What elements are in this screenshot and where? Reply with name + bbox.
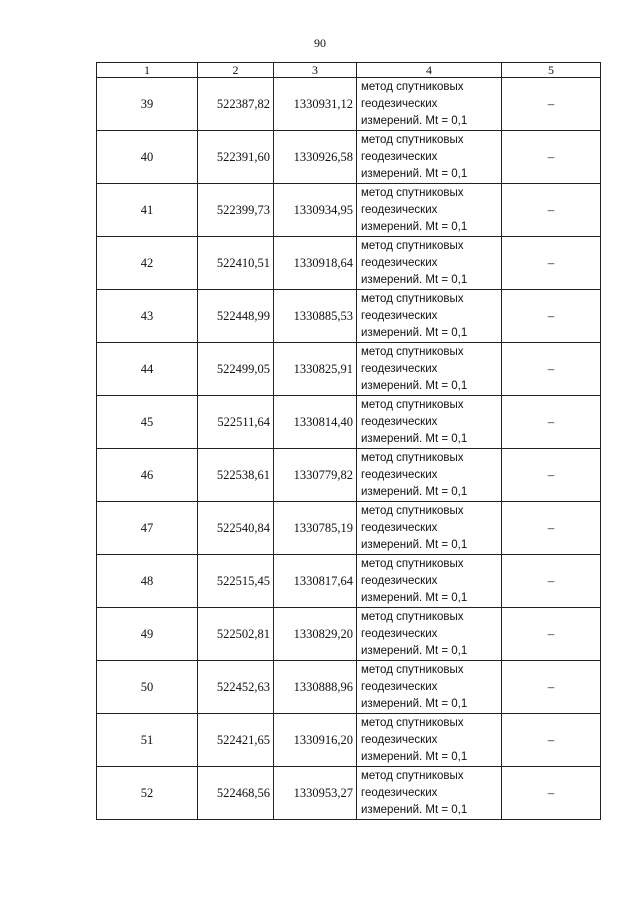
method-cell — [357, 502, 502, 555]
method-text-line: измерений. Mt = 0,1 — [361, 591, 468, 604]
table-row — [97, 449, 601, 502]
method-text-line: метод спутниковых — [361, 610, 464, 623]
method-text-line: геодезических — [361, 256, 438, 269]
y-coordinate-cell: 1330779,82 — [274, 449, 357, 502]
method-text-line: геодезических — [361, 468, 438, 481]
method-text-line: измерений. Mt = 0,1 — [361, 697, 468, 710]
note-cell: – — [502, 237, 601, 290]
method-cell — [357, 78, 502, 131]
point-number-cell: 46 — [97, 449, 198, 502]
coordinates-table — [96, 62, 601, 820]
y-coordinate-cell: 1330916,20 — [274, 714, 357, 767]
y-coordinate-cell: 1330885,53 — [274, 290, 357, 343]
method-cell — [357, 343, 502, 396]
method-text-line: метод спутниковых — [361, 557, 464, 570]
method-text-line: измерений. Mt = 0,1 — [361, 167, 468, 180]
note-cell: – — [502, 131, 601, 184]
method-text-line: метод спутниковых — [361, 716, 464, 729]
y-coordinate-cell: 1330931,12 — [274, 78, 357, 131]
method-text-line: измерений. Mt = 0,1 — [361, 220, 468, 233]
y-coordinate-cell: 1330829,20 — [274, 608, 357, 661]
table-row — [97, 396, 601, 449]
point-number-cell: 48 — [97, 555, 198, 608]
method-text-line: метод спутниковых — [361, 186, 464, 199]
method-cell — [357, 290, 502, 343]
table-row — [97, 608, 601, 661]
method-text-line: геодезических — [361, 97, 438, 110]
x-coordinate-cell: 522452,63 — [198, 661, 274, 714]
method-text-line: геодезических — [361, 521, 438, 534]
method-cell — [357, 237, 502, 290]
note-cell: – — [502, 555, 601, 608]
method-text-line: метод спутниковых — [361, 345, 464, 358]
method-cell — [357, 608, 502, 661]
method-text-line: геодезических — [361, 362, 438, 375]
y-coordinate-cell: 1330953,27 — [274, 767, 357, 820]
y-coordinate-cell: 1330934,95 — [274, 184, 357, 237]
column-header-4: 4 — [357, 63, 502, 78]
table-row — [97, 343, 601, 396]
method-text-line: метод спутниковых — [361, 133, 464, 146]
method-text-line: метод спутниковых — [361, 80, 464, 93]
method-text-line: измерений. Mt = 0,1 — [361, 114, 468, 127]
note-cell: – — [502, 608, 601, 661]
method-text-line: измерений. Mt = 0,1 — [361, 750, 468, 763]
note-cell: – — [502, 502, 601, 555]
x-coordinate-cell: 522391,60 — [198, 131, 274, 184]
table-row — [97, 555, 601, 608]
point-number-cell: 42 — [97, 237, 198, 290]
method-text-line: измерений. Mt = 0,1 — [361, 432, 468, 445]
method-cell — [357, 131, 502, 184]
point-number-cell: 50 — [97, 661, 198, 714]
method-cell — [357, 184, 502, 237]
x-coordinate-cell: 522421,65 — [198, 714, 274, 767]
method-text-line: геодезических — [361, 203, 438, 216]
method-text-line: измерений. Mt = 0,1 — [361, 326, 468, 339]
y-coordinate-cell: 1330785,19 — [274, 502, 357, 555]
x-coordinate-cell: 522538,61 — [198, 449, 274, 502]
method-text-line: геодезических — [361, 574, 438, 587]
point-number-cell: 44 — [97, 343, 198, 396]
point-number-cell: 39 — [97, 78, 198, 131]
method-cell — [357, 555, 502, 608]
method-text-line: метод спутниковых — [361, 663, 464, 676]
note-cell: – — [502, 78, 601, 131]
x-coordinate-cell: 522515,45 — [198, 555, 274, 608]
method-text-line: измерений. Mt = 0,1 — [361, 485, 468, 498]
table-row — [97, 502, 601, 555]
column-header-1: 1 — [97, 63, 198, 78]
point-number-cell: 52 — [97, 767, 198, 820]
method-cell — [357, 767, 502, 820]
point-number-cell: 45 — [97, 396, 198, 449]
table-row — [97, 131, 601, 184]
header-row — [97, 63, 601, 78]
point-number-cell: 51 — [97, 714, 198, 767]
method-text-line: геодезических — [361, 786, 438, 799]
table-header — [97, 63, 601, 78]
table-row — [97, 290, 601, 343]
method-text-line: метод спутниковых — [361, 239, 464, 252]
note-cell: – — [502, 767, 601, 820]
point-number-cell: 47 — [97, 502, 198, 555]
x-coordinate-cell: 522540,84 — [198, 502, 274, 555]
x-coordinate-cell: 522410,51 — [198, 237, 274, 290]
table-row — [97, 661, 601, 714]
note-cell: – — [502, 714, 601, 767]
method-text-line: геодезических — [361, 733, 438, 746]
method-text-line: геодезических — [361, 415, 438, 428]
point-number-cell: 40 — [97, 131, 198, 184]
y-coordinate-cell: 1330825,91 — [274, 343, 357, 396]
point-number-cell: 43 — [97, 290, 198, 343]
point-number-cell: 49 — [97, 608, 198, 661]
method-text-line: метод спутниковых — [361, 451, 464, 464]
x-coordinate-cell: 522399,73 — [198, 184, 274, 237]
x-coordinate-cell: 522511,64 — [198, 396, 274, 449]
x-coordinate-cell: 522502,81 — [198, 608, 274, 661]
x-coordinate-cell: 522468,56 — [198, 767, 274, 820]
method-cell — [357, 396, 502, 449]
note-cell: – — [502, 184, 601, 237]
method-text-line: метод спутниковых — [361, 504, 464, 517]
note-cell: – — [502, 661, 601, 714]
y-coordinate-cell: 1330918,64 — [274, 237, 357, 290]
page-number: 90 — [314, 36, 326, 50]
method-text-line: измерений. Mt = 0,1 — [361, 273, 468, 286]
table-row — [97, 767, 601, 820]
table-row — [97, 714, 601, 767]
method-cell — [357, 449, 502, 502]
method-text-line: геодезических — [361, 150, 438, 163]
note-cell: – — [502, 343, 601, 396]
table-row — [97, 78, 601, 131]
method-text-line: геодезических — [361, 680, 438, 693]
method-text-line: геодезических — [361, 627, 438, 640]
y-coordinate-cell: 1330888,96 — [274, 661, 357, 714]
method-text-line: измерений. Mt = 0,1 — [361, 379, 468, 392]
table-row — [97, 184, 601, 237]
method-text-line: метод спутниковых — [361, 292, 464, 305]
y-coordinate-cell: 1330817,64 — [274, 555, 357, 608]
note-cell: – — [502, 449, 601, 502]
column-header-5: 5 — [502, 63, 601, 78]
method-text-line: метод спутниковых — [361, 769, 464, 782]
method-text-line: геодезических — [361, 309, 438, 322]
method-text-line: измерений. Mt = 0,1 — [361, 644, 468, 657]
y-coordinate-cell: 1330926,58 — [274, 131, 357, 184]
method-text-line: метод спутниковых — [361, 398, 464, 411]
method-text-line: измерений. Mt = 0,1 — [361, 538, 468, 551]
table-body — [97, 78, 601, 820]
column-header-2: 2 — [198, 63, 274, 78]
x-coordinate-cell: 522499,05 — [198, 343, 274, 396]
x-coordinate-cell: 522387,82 — [198, 78, 274, 131]
note-cell: – — [502, 396, 601, 449]
note-cell: – — [502, 290, 601, 343]
point-number-cell: 41 — [97, 184, 198, 237]
method-cell — [357, 714, 502, 767]
table-row — [97, 237, 601, 290]
y-coordinate-cell: 1330814,40 — [274, 396, 357, 449]
method-text-line: измерений. Mt = 0,1 — [361, 803, 468, 816]
column-header-3: 3 — [274, 63, 357, 78]
method-cell — [357, 661, 502, 714]
x-coordinate-cell: 522448,99 — [198, 290, 274, 343]
